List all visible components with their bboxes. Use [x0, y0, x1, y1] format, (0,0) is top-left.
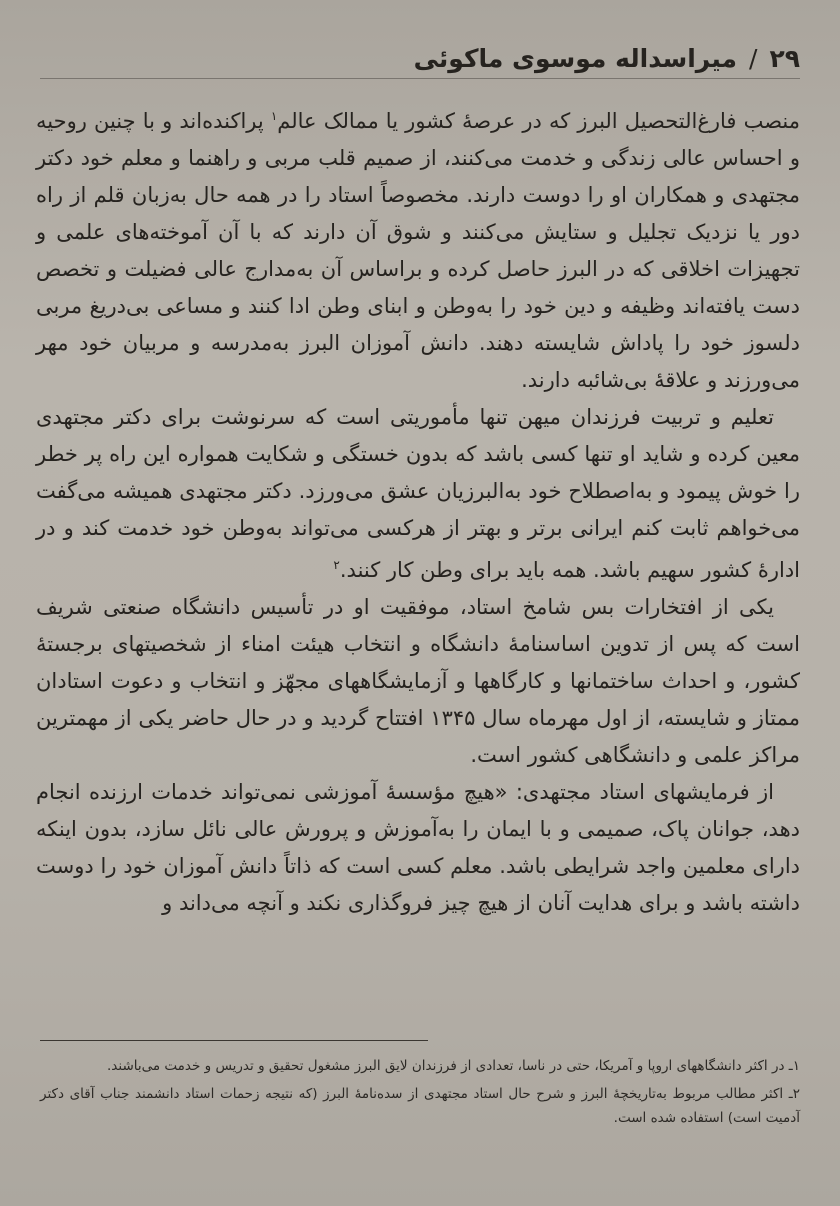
footnote-marker: ۱	[270, 109, 278, 123]
footnote: ۱ـ در اکثر دانشگاههای اروپا و آمریکا، حتی در ناسا، تعدادی از فرزندان لایق البرز مشغول تحقیق و تدریس و خدمت می‌باشند.	[107, 1058, 800, 1074]
paragraph-text: منصب فارغ‌التحصیل البرز که در عرصهٔ کشور یا ممالک عالم	[277, 109, 800, 133]
paragraph-text: پراکنده‌اند و با چنین روحیه و احساس عالی زندگی و خدمت می‌کنند، از صمیم قلب مربی و راهنما و معلم خود دکتر مجتهدی و همکاران او را دوست دارند. مخصوصاً استاد را در همه حال به‌زبان قلم از راه دور یا نزدیک تجلیل و ستایش می‌کنند و شوق آن دارند که با آن آموخته‌های علمی و تجهیزات اخلاقی که در البرز حاصل کرده و براساس آن به‌مدارج عالی فضیلت و تخصص دست یافته‌اند وظیفه و دین خود را به‌وطن و ابنای وطن ادا کنند و مساعی بی‌دریغ مربی دلسوز خود را پاداش شایسته دهند. دانش آموزان البرز به‌مدرسه و مربیان خود مهر می‌ورزند و علاقهٔ بی‌شائبه دارند.	[36, 109, 800, 392]
page-number: ۲۹	[769, 43, 800, 73]
running-title: میراسداله موسوی ماکوئی	[413, 43, 738, 73]
footnote-marker: ۲	[333, 558, 340, 572]
main-text	[36, 98, 800, 922]
paragraph	[36, 774, 800, 922]
paragraph-text: یکی از افتخارات بس شامخ استاد، موفقیت او در تأسیس دانشگاه صنعتی شریف است که پس از تدوین اساسنامهٔ دانشگاه و انتخاب هیئت امناء از شخصیتهای برجستهٔ کشور، و احداث ساختمانها و کارگاهها و آزمایشگاههای مجهّز و انتخاب و دعوت استادان ممتاز و شایسته، از اول مهرماه سال ۱۳۴۵ افتتاح گردید و در حال حاضر یکی از مهمترین مراکز علمی و دانشگاهی کشور است.	[36, 595, 800, 767]
footnotes	[40, 1054, 800, 1134]
paragraph	[36, 98, 800, 399]
header-separator: /	[749, 43, 758, 73]
page-header	[40, 38, 800, 79]
footnote-divider	[40, 1040, 428, 1041]
paragraph-text: از فرمایشهای استاد مجتهدی: «هیچ مؤسسهٔ آموزشی نمی‌تواند خدمات ارزنده انجام دهد، جوانان پاک، صمیمی و با ایمان را به‌آموزش و پرورش عالی نائل سازد، بدون اینکه دارای معلمین واجد شرایطی باشد. معلم کسی است که ذاتاً دانش آموزان خود را دوست داشته باشد و برای هدایت آنان از هیچ چیز فروگذاری نکند و آنچه می‌داند و	[36, 780, 800, 915]
paragraph	[36, 399, 800, 589]
paragraph-text: تعلیم و تربیت فرزندان میهن تنها مأموریتی است که سرنوشت برای دکتر مجتهدی معین کرده و شاید او تنها کسی باشد که بدون خستگی و شکایت همواره این راه پر خطر را خوش پیمود و به‌اصطلاح خود به‌البرزیان عشق می‌ورزد. دکتر مجتهدی همیشه می‌گفت می‌خواهم ثابت کنم ایرانی برتر و بهتر از هرکسی می‌تواند به‌وطن خود خدمت کند و در ادارهٔ کشور سهیم باشد. همه باید برای وطن کار کنند.	[36, 405, 800, 582]
footnote: ۲ـ اکثر مطالب مربوط به‌تاریخچهٔ البرز و شرح حال استاد مجتهدی از سده‌نامهٔ البرز (که نتیجه زحمات استاد دانشمند جناب آقای دکتر آدمیت است) استفاده شده است.	[40, 1086, 800, 1126]
paragraph	[36, 589, 800, 774]
